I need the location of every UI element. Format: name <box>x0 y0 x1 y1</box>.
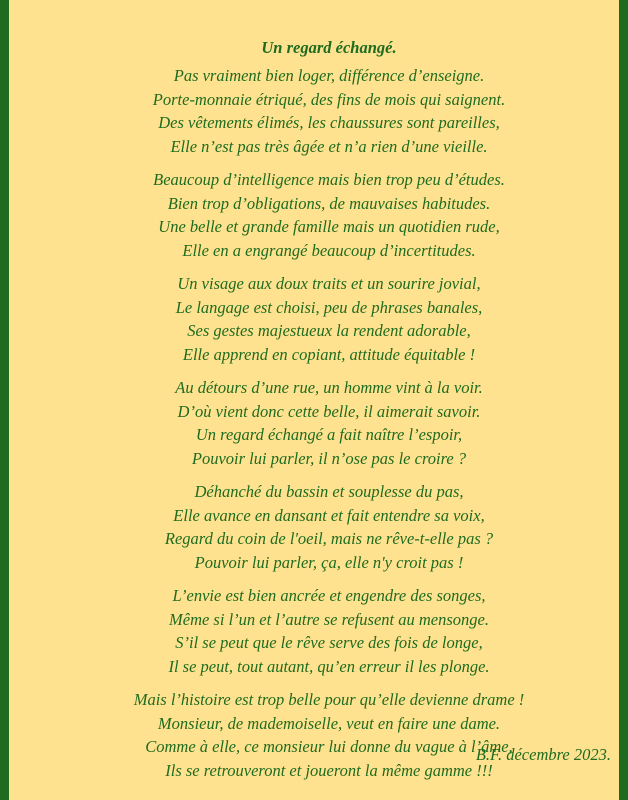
poem-line: Pouvoir lui parler, il n’ose pas le croire ? <box>191 448 467 468</box>
poem-line: Elle apprend en copiant, attitude équitable ! <box>182 344 476 364</box>
poem-signature: B.F. décembre 2023. <box>475 745 611 764</box>
poem-line: Au détours d’une rue, un homme vint à la voir. <box>175 378 483 397</box>
poem-line: Le langage est choisi, peu de phrases banales, <box>175 297 483 317</box>
stanza <box>9 584 628 678</box>
poem-line: Mais l’histoire est trop belle pour qu’elle devienne drame ! <box>133 690 525 709</box>
stanza <box>9 376 628 470</box>
stanza <box>9 168 628 262</box>
poem-line: Des vêtements élimés, les chaussures sont pareilles, <box>158 113 500 132</box>
poem-line: Déhanché du bassin et souplesse du pas, <box>194 482 464 501</box>
poem-line: Même si l’un et l’autre se refusent au mensonge. <box>169 609 489 629</box>
poem-line: D’où vient donc cette belle, il aimerait savoir. <box>177 401 481 421</box>
poem-line: Ils se retrouveront et joueront la même gamme !!! <box>165 760 493 780</box>
poem-line: Regard du coin de l'oeil, mais ne rêve-t-elle pas ? <box>164 529 494 548</box>
poem-line: Un regard échangé a fait naître l’espoir, <box>195 425 463 444</box>
poem-line: Comme à elle, ce monsieur lui donne du vague à l’âme, <box>145 737 513 756</box>
poem-line: Un visage aux doux traits et un sourire jovial, <box>177 274 481 293</box>
poem-line: Elle en a engrangé beaucoup d’incertitudes. <box>182 240 476 260</box>
stanza <box>9 480 628 574</box>
poem-line: Porte-monnaie étriqué, des fins de mois qui saignent. <box>152 89 506 109</box>
poem-page <box>9 0 619 800</box>
poem-line: Pas vraiment bien loger, différence d’enseigne. <box>173 66 485 85</box>
poem-line: Elle avance en dansant et fait entendre sa voix, <box>173 505 485 525</box>
poem-line: Ses gestes majestueux la rendent adorable, <box>187 321 471 340</box>
poem-body <box>9 64 628 792</box>
poem-line: Il se peut, tout autant, qu’en erreur il les plonge. <box>168 656 490 676</box>
poem-line: Pouvoir lui parler, ça, elle n'y croit pas ! <box>194 552 464 572</box>
poem-line: Une belle et grande famille mais un quotidien rude, <box>158 217 500 236</box>
poem-line: S’il se peut que le rêve serve des fois de longe, <box>175 633 483 652</box>
stanza <box>9 272 628 366</box>
stanza <box>9 64 628 158</box>
poem-title: Un regard échangé. <box>261 38 397 57</box>
poem-line: Monsieur, de mademoiselle, veut en faire une dame. <box>157 713 501 733</box>
stanza <box>9 688 628 782</box>
poem-line: L’envie est bien ancrée et engendre des songes, <box>172 586 486 605</box>
poem-line: Elle n’est pas très âgée et n’a rien d’une vieille. <box>170 136 488 156</box>
poem-line: Beaucoup d’intelligence mais bien trop peu d’études. <box>153 170 505 189</box>
poem-line: Bien trop d’obligations, de mauvaises habitudes. <box>167 193 491 213</box>
